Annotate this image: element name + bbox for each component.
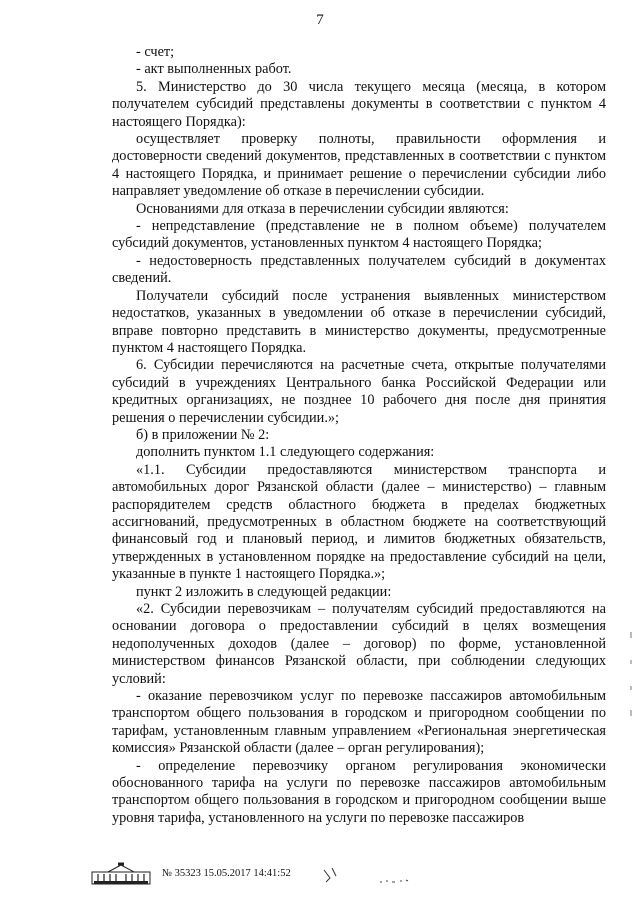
paragraph: - акт выполненных работ. <box>136 61 292 78</box>
document-body <box>112 44 606 827</box>
paragraph: «2. Субсидии перевозчикам – получателям субсидий предоставляются на основании договора о предоставлении субсидий в целях возмещения недополученных доходов (далее – договор) по форме, установленной министерством финансов Рязанской области, при соблюдении следующих условий: <box>112 601 606 687</box>
paragraph: - определение перевозчику органом регулирования экономически обоснованного тарифа на услуги по перевозке пассажиров автомобильным транспортом общего пользования в городском и пригородном сообщении выше уровня тарифа, установленного на услуги по перевозке пассажиров <box>112 757 606 826</box>
paragraph: Получатели субсидий после устранения выявленных министерством недостатков, указанных в уведомлении об отказе в перечислении субсидий, вправе повторно представить в министерство документы, предусмотренные пунктом 4 настоящего Порядка. <box>112 287 606 356</box>
building-seal-icon <box>90 862 152 886</box>
scan-marks-icon <box>320 864 440 890</box>
paragraph: Основаниями для отказа в перечислении субсидии являются: <box>136 200 509 217</box>
paragraph: «1.1. Субсидии предоставляются министерством транспорта и автомобильных дорог Рязанской области (далее – министерство) – главным распорядителем средств областного бюджета в пределах бюджетных ассигнований, предусмотренных в областном бюджете на соответствующий финансовый год и плановый период, и лимитов бюджетных обязательств, утвержденных в установленном порядке на предоставление субсидий на цели, указанные в пункте 1 настоящего Порядка.»; <box>112 461 606 583</box>
margin-marks-icon <box>628 630 634 720</box>
registration-stamp: № 35323 15.05.2017 14:41:52 <box>162 868 291 879</box>
paragraph: - непредставление (представление не в полном объеме) получателем субсидий документов, установленных пунктом 4 настоящего Порядка; <box>112 218 606 252</box>
paragraph: пункт 2 изложить в следующей редакции: <box>136 583 392 600</box>
paragraph: 5. Министерство до 30 числа текущего месяца (месяца, в котором получателем субсидий представлены документы в соответствии с пунктом 4 настоящего Порядка): <box>112 78 606 130</box>
paragraph: - недостоверность представленных получателем субсидий в документах сведений. <box>112 252 606 287</box>
paragraph: дополнить пунктом 1.1 следующего содержания: <box>136 444 435 461</box>
paragraph: - счет; <box>136 44 175 60</box>
paragraph: 6. Субсидии перечисляются на расчетные счета, открытые получателями субсидий в учреждениях Центрального банка Российской Федерации или кредитных организациях, не позднее 10 рабочего дня после дня принятия решения о перечислении субсидии.»; <box>112 357 606 426</box>
document-footer <box>90 862 610 892</box>
paragraph: б) в приложении № 2: <box>136 426 270 443</box>
page-number: 7 <box>316 12 324 28</box>
paragraph: осуществляет проверку полноты, правильности оформления и достоверности сведений документов, представленных в соответствии с пунктом 4 настоящего Порядка, и принимает решение о перечислении субсидии либо направляет уведомление об отказе в перечислении субсидии. <box>112 131 606 200</box>
paragraph: - оказание перевозчиком услуг по перевозке пассажиров автомобильным транспортом общего пользования в городском и пригородном сообщении по тарифам, установленным главным управлением «Региональная энергетическая комиссия» Рязанской области (далее – орган регулирования); <box>112 688 606 757</box>
